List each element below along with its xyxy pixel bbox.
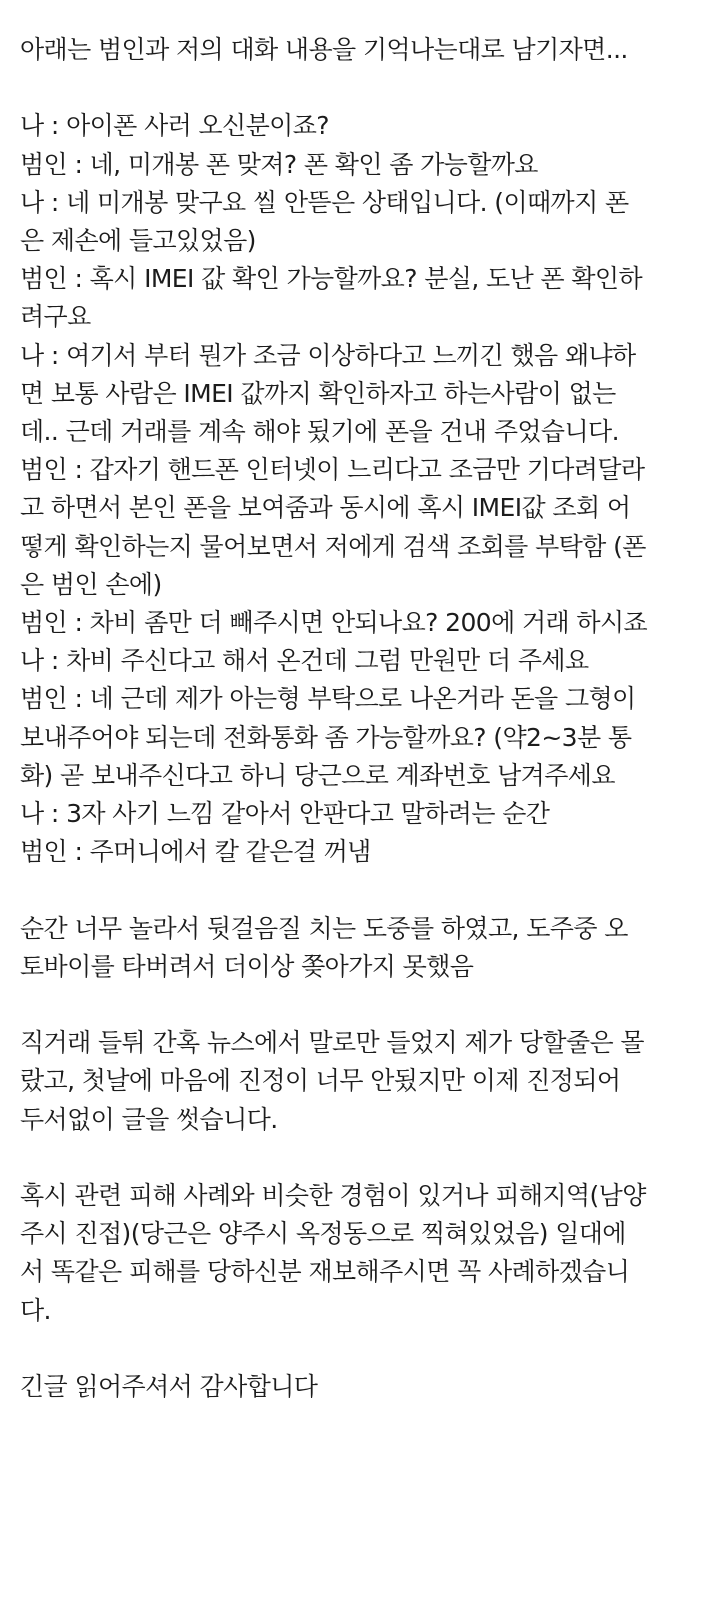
text-line: 떻게 확인하는지 물어보면서 저에게 검색 조회를 부탁함 (폰	[20, 531, 646, 561]
text-line: 순간 너무 놀라서 뒷걸음질 치는 도중를 하였고, 도주중 오	[20, 913, 628, 943]
text-line: 고 하면서 본인 폰을 보여줌과 동시에 혹시 IMEI값 조회 어	[20, 493, 631, 523]
text-line: 랐고, 첫날에 마음에 진정이 너무 안됬지만 이제 진정되어	[20, 1066, 621, 1096]
text-line: 나 : 여기서 부터 뭔가 조금 이상하다고 느끼긴 했음 왜냐하	[20, 340, 636, 370]
text-line: 범인 : 혹시 IMEI 값 확인 가능할까요? 분실, 도난 폰 확인하	[20, 264, 643, 294]
text-line: 범인 : 갑자기 핸드폰 인터넷이 느리다고 조금만 기다려달라	[20, 455, 645, 485]
text-line: 혹시 관련 피해 사례와 비슷한 경험이 있거나 피해지역(남양	[20, 1181, 646, 1211]
text-line: 면 보통 사람은 IMEI 값까지 확인하자고 하는사람이 없는	[20, 378, 616, 408]
paragraph-reflection	[20, 1024, 710, 1139]
text-line: 아래는 범인과 저의 대화 내용을 기억나는대로 남기자면...	[20, 35, 628, 64]
paragraph-closing	[20, 1368, 710, 1406]
paragraph-intro	[20, 31, 710, 69]
text-line: 범인 : 차비 좀만 더 빼주시면 안되나요? 200에 거래 하시죠	[20, 608, 648, 638]
paragraph-escape	[20, 910, 710, 986]
text-line: 보내주어야 되는데 전화통화 좀 가능할까요? (약2~3분 통	[20, 722, 632, 752]
text-line: 범인 : 네, 미개봉 폰 맞져? 폰 확인 좀 가능할까요	[20, 149, 538, 179]
text-line: 은 범인 손에)	[20, 569, 162, 599]
text-line: 다.	[20, 1295, 51, 1325]
text-line: 나 : 차비 주신다고 해서 온건데 그럼 만원만 더 주세요	[20, 646, 589, 676]
text-line: 범인 : 네 근데 제가 아는형 부탁으로 나온거라 돈을 그형이	[20, 684, 636, 714]
text-line: 화) 곧 보내주신다고 하니 당근으로 계좌번호 남겨주세요	[20, 760, 615, 790]
text-line: 나 : 네 미개봉 맞구요 씰 안뜯은 상태입니다. (이때까지 폰	[20, 187, 629, 217]
text-line: 긴글 읽어주셔서 감사합니다	[20, 1372, 318, 1402]
paragraph-conversation	[20, 107, 710, 871]
text-line: 나 : 아이폰 사러 오신분이죠?	[20, 111, 329, 141]
text-line: 범인 : 주머니에서 칼 같은걸 꺼냄	[20, 837, 371, 867]
text-line: 직거래 들튀 간혹 뉴스에서 말로만 들었지 제가 당할줄은 몰	[20, 1028, 644, 1058]
text-line: 토바이를 타버려서 더이상 쫒아가지 못했음	[20, 951, 474, 981]
text-line: 주시 진접)(당근은 양주시 옥정동으로 찍혀있었음) 일대에	[20, 1219, 626, 1249]
post-body	[20, 31, 710, 1406]
text-line: 려구요	[20, 302, 91, 332]
text-line: 두서없이 글을 썻습니다.	[20, 1104, 278, 1134]
text-line: 나 : 3자 사기 느낌 같아서 안판다고 말하려는 순간	[20, 799, 550, 829]
paragraph-request	[20, 1177, 710, 1330]
text-line: 은 제손에 들고있었음)	[20, 226, 256, 255]
text-line: 서 똑같은 피해를 당하신분 재보해주시면 꼭 사례하겠습니	[20, 1257, 630, 1287]
text-line: 데.. 근데 거래를 계속 해야 됬기에 폰을 건내 주었습니다.	[20, 417, 619, 447]
